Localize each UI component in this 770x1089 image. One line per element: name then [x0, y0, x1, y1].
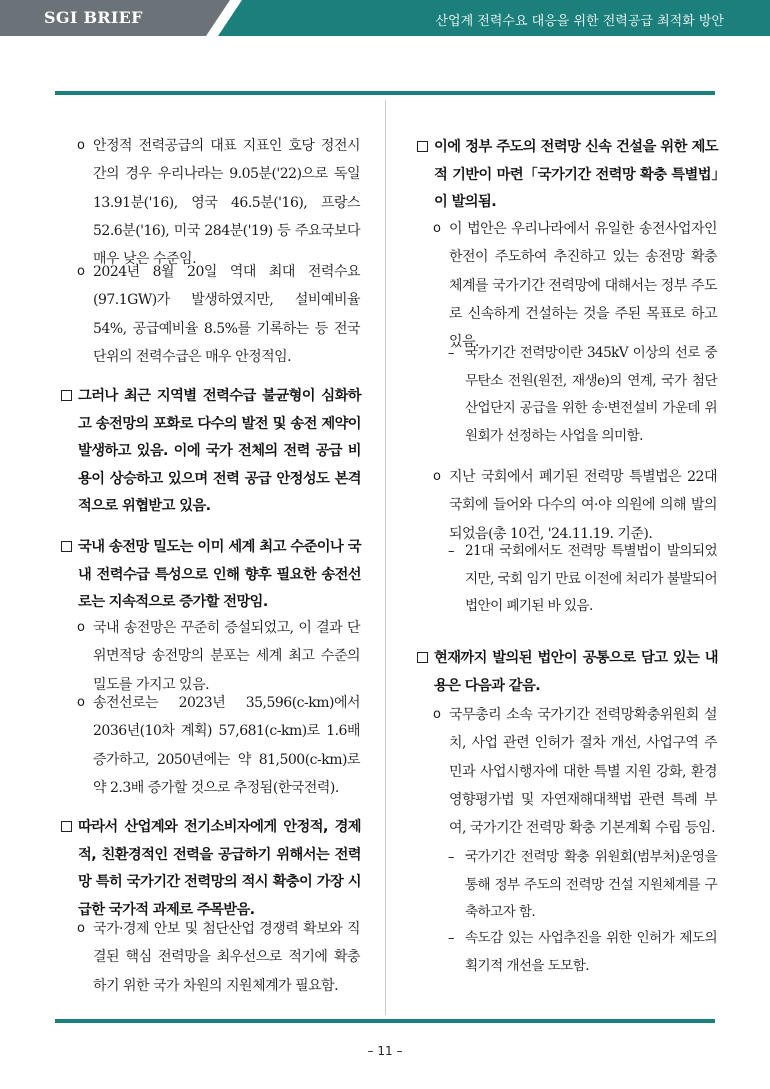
report-title: 산업계 전력수요 대응을 위한 전력공급 최적화 방안 [435, 14, 724, 29]
heading-text: 국내 송전망 밀도는 이미 세계 최고 수준이나 국내 전력수급 특성으로 인해 향후 필요한 송전선로는 지속적으로 증가할 전망임. [78, 539, 361, 611]
circle-bullet-icon: o [433, 469, 441, 484]
bullet-text: 2024년 8월 20일 역대 최대 전력수요(97.1GW)가 발생하였지만, 설비예비율 54%, 공급예비율 8.5%를 기록하는 등 전국 단위의 전력수급은 매우 안정적임. [93, 264, 360, 365]
section-heading [434, 134, 718, 217]
bullet-text: 국무총리 소속 국가기간 전력망확충위원회 설치, 사업 관련 인허가 절차 개선, 사업구역 주민과 사업시행자에 대한 특별 지원 강화, 환경영향평가법 및 자연재해대책법 관련 특례 부여, 국가기간 전력망 확충 기본계획 수립 등임. [449, 707, 717, 837]
heading-text: 이에 정부 주도의 전력망 신속 건설을 위한 제도적 기반이 마련「국가기간 전력망 확충 특별법」이 발의됨. [434, 139, 718, 211]
bullet-text: 지난 국회에서 폐기된 전력망 특별법은 22대 국회에 들어와 다수의 여·야 의원에 의해 발의되었음(총 10건, '24.11.19. 기준). [449, 469, 717, 542]
square-bullet-icon [61, 390, 72, 401]
section-heading [78, 534, 361, 617]
dash-item [448, 340, 717, 450]
top-rule [55, 91, 715, 95]
heading-text: 그러나 최근 지역별 전력수급 불균형이 심화하고 송전망의 포화로 다수의 발전 및 송전 제약이 발생하고 있음. 이에 국가 전체의 전력 공급 비용이 상승하고 있으며 전력 공급 안정성도 본격적으로 위협받고 있음. [78, 388, 361, 515]
dash-bullet-icon: – [448, 850, 454, 865]
dash-text: 21대 국회에서도 전력망 특별법이 발의되었지만, 국회 임기 만료 이전에 처리가 불발되어 법안이 폐기된 바 있음. [465, 543, 717, 614]
section-heading [78, 814, 361, 924]
square-bullet-icon [61, 541, 72, 552]
bullet-text: 송전선로는 2023년 35,596(c-km)에서 2036년(10차 계획) 57,681(c-km)로 1.6배 증가하고, 2050년에는 약 81,500(c-km)로 약 2.3배 증가할 것으로 추정됨(한국전력). [93, 695, 360, 796]
circle-bullet-icon: o [77, 921, 85, 936]
dash-item [448, 538, 717, 621]
circle-bullet-icon: o [433, 707, 441, 722]
section-heading [434, 645, 718, 700]
page-header [0, 0, 770, 36]
dash-bullet-icon: – [448, 346, 454, 361]
bullet-item [77, 915, 360, 1000]
dash-text: 국가기간 전력망이란 345kV 이상의 선로 중 무탄소 전원(원전, 재생e)의 연계, 국가 첨단산업단지 공급을 위한 송·변전설비 가운데 위원회가 선정하는 사업을 의미함. [465, 345, 717, 444]
bullet-item [433, 463, 717, 548]
bullet-text: 안정적 전력공급의 대표 지표인 호당 정전시간의 경우 우리나라는 9.05분('22)으로 독일 13.91분('16), 영국 46.5분('16), 프랑스 52.6분('16), 미국 284분('19) 등 주요국보다 매우 낮은 수준임. [93, 138, 360, 268]
bullet-item [433, 701, 717, 842]
dash-bullet-icon: – [448, 931, 454, 946]
bullet-text: 국내 송전망은 꾸준히 증설되었고, 이 결과 단위면적당 송전망의 분포는 세계 최고 수준의 밀도를 가지고 있음. [93, 620, 360, 693]
bullet-text: 국가·경제 안보 및 첨단산업 경쟁력 확보와 직결된 핵심 전력망을 최우선으로 적기에 확충하기 위한 국가 차원의 지원체계가 필요함. [93, 921, 360, 994]
bullet-item [77, 689, 360, 802]
bullet-item [77, 614, 360, 699]
circle-bullet-icon: o [77, 264, 85, 279]
section-heading [78, 383, 361, 521]
bullet-item [433, 215, 717, 356]
square-bullet-icon [417, 141, 428, 152]
dash-text: 국가기간 전력망 확충 위원회(범부처)운영을 통해 정부 주도의 전력망 건설 지원체계를 구축하고자 함. [465, 849, 717, 920]
dash-item [448, 844, 717, 927]
circle-bullet-icon: o [77, 695, 85, 710]
square-bullet-icon [61, 821, 72, 832]
dash-bullet-icon: – [448, 544, 454, 559]
circle-bullet-icon: o [433, 221, 441, 236]
brand-label: SGI BRIEF [44, 8, 143, 27]
heading-text: 현재까지 발의된 법안이 공통으로 담고 있는 내용은 다음과 같음. [434, 650, 718, 694]
bullet-item [77, 132, 360, 273]
heading-text: 따라서 산업계와 전기소비자에게 안정적, 경제적, 친환경적인 전력을 공급하기 위해서는 전력망 특히 국가기간 전력망의 적시 확충이 가장 시급한 국가적 과제로 주목받음. [78, 819, 361, 918]
dash-item [448, 925, 717, 980]
circle-bullet-icon: o [77, 620, 85, 635]
square-bullet-icon [417, 652, 428, 663]
bottom-rule [55, 1019, 715, 1023]
bullet-text: 이 법안은 우리나라에서 유일한 송전사업자인 한전이 주도하여 추진하고 있는 송전망 확충 체계를 국가기간 전력망에 대해서는 정부 주도로 신속하게 건설하는 것을 주된 목표로 하고 있음. [449, 221, 717, 351]
page-number: – 11 – [367, 1044, 403, 1058]
dash-text: 속도감 있는 사업추진을 위한 인허가 제도의 획기적 개선을 도모함. [465, 930, 717, 974]
circle-bullet-icon: o [77, 138, 85, 153]
bullet-item [77, 258, 360, 371]
column-divider [385, 100, 386, 1015]
